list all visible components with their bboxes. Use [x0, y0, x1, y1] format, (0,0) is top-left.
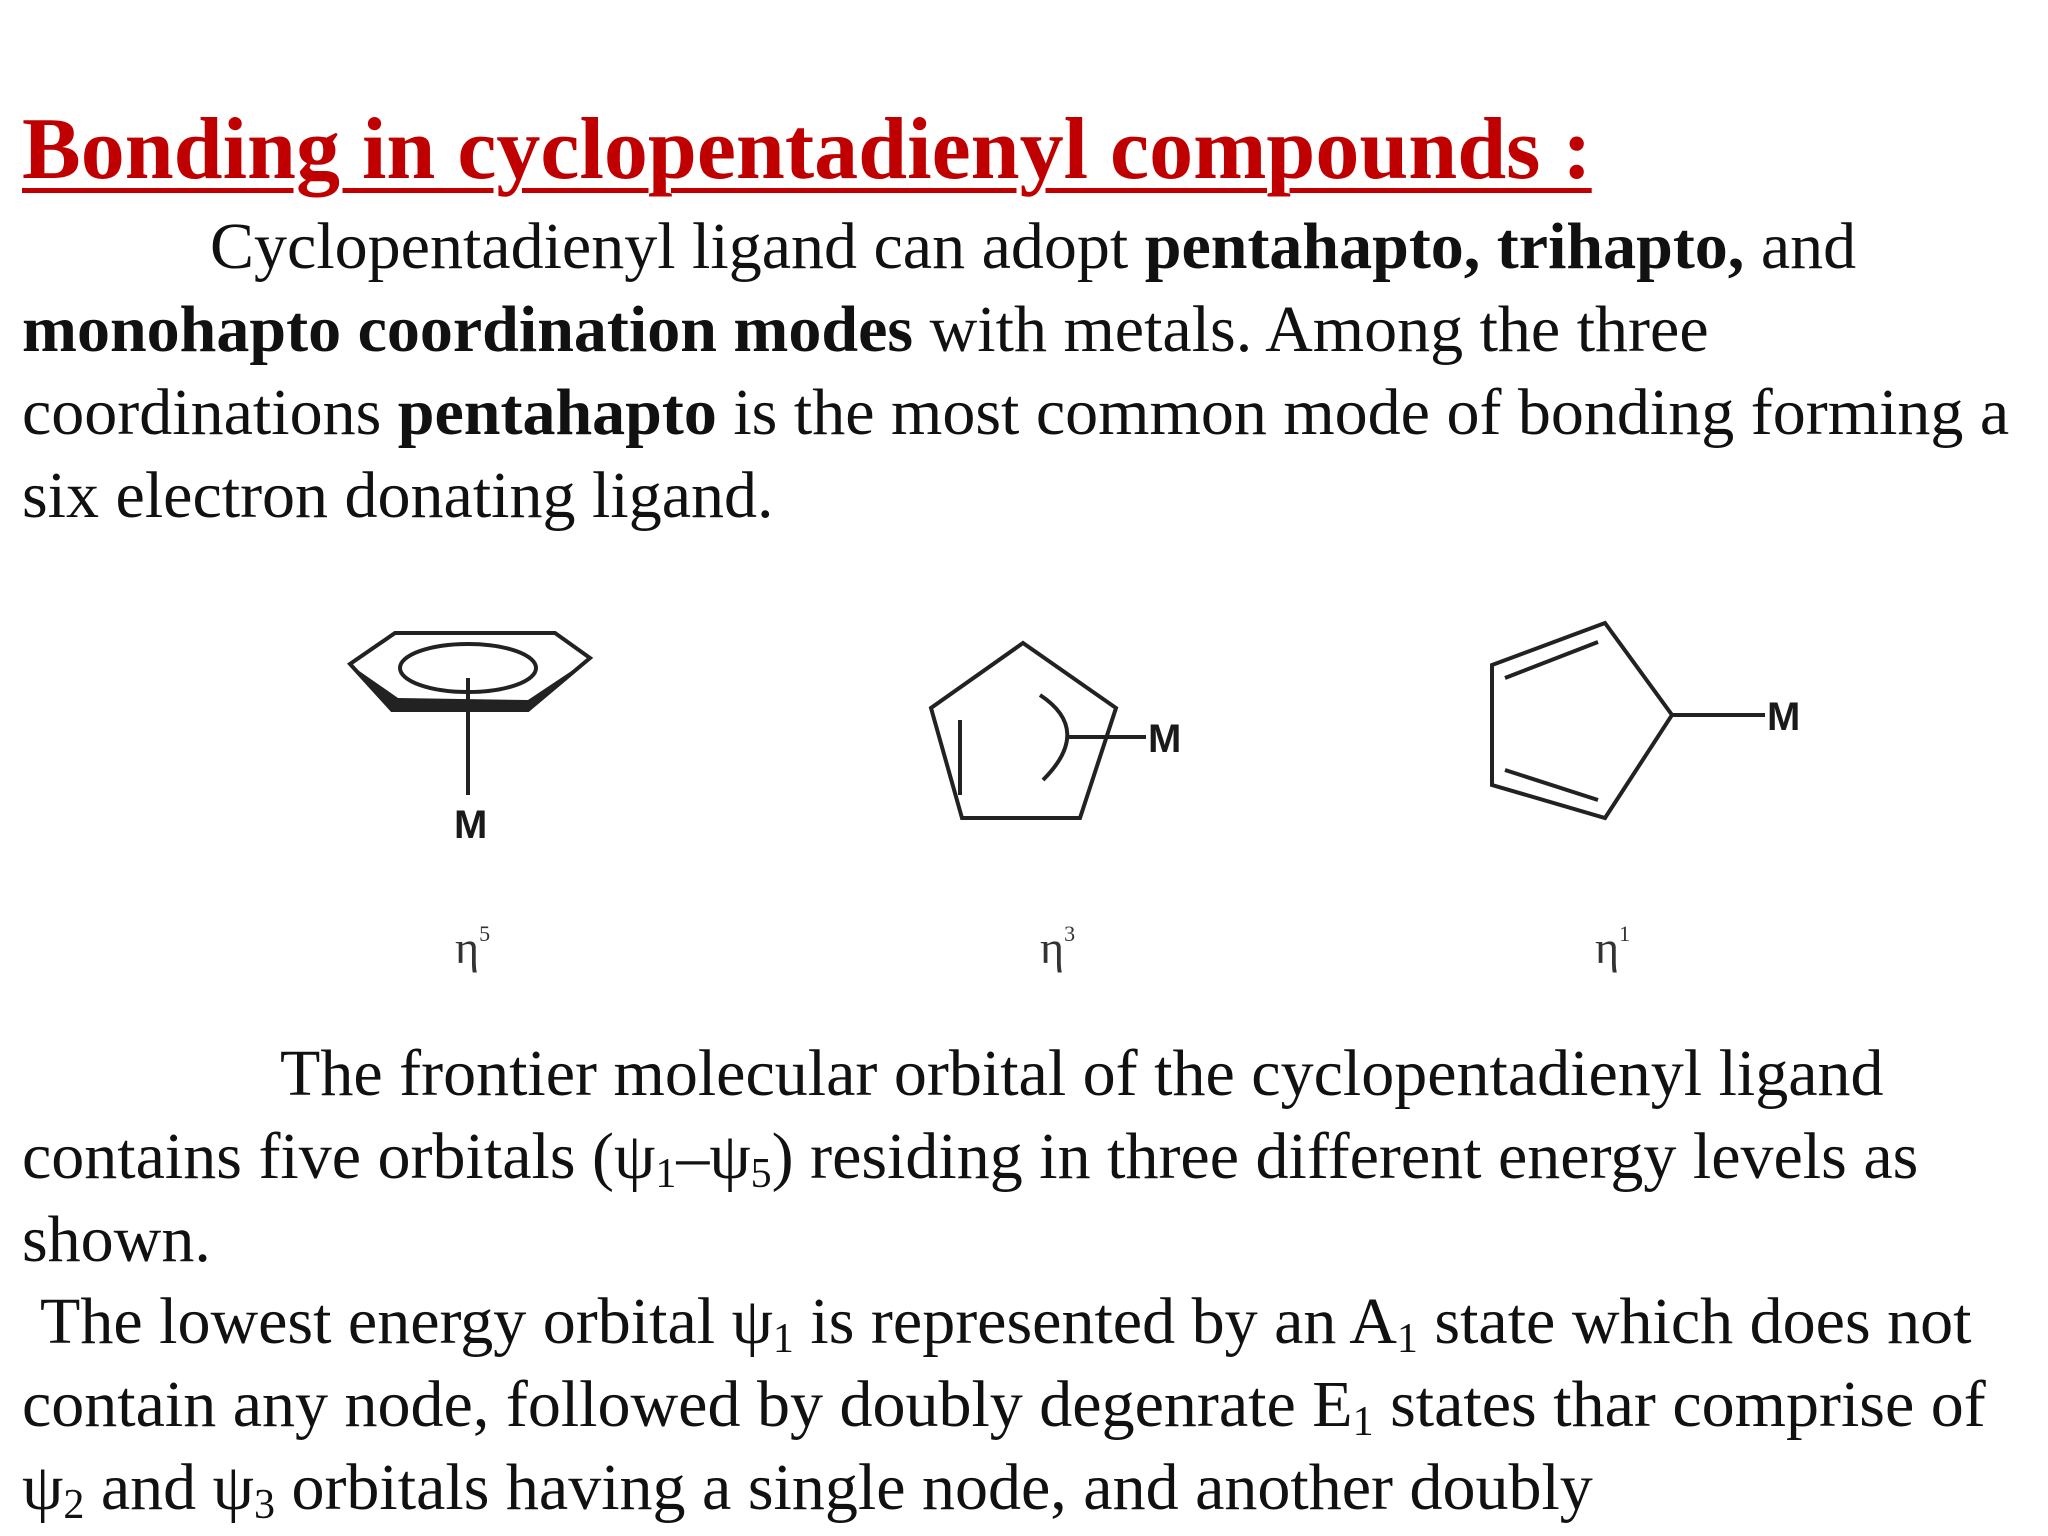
subscript: 3 — [253, 1482, 275, 1529]
text-run: and ψ — [84, 1451, 254, 1524]
eta1-label — [1595, 918, 1630, 978]
eta1-metal-label: M — [1767, 695, 1801, 739]
text-run: is represented by an A — [793, 1285, 1397, 1358]
eta5-superscript: 5 — [479, 921, 491, 946]
bold-term-pentahapto-trihapto: pentahapto, trihapto, — [1144, 210, 1745, 283]
eta-symbol: η — [1040, 922, 1065, 973]
subscript: 5 — [750, 1151, 772, 1198]
eta3-label — [1040, 918, 1075, 978]
eta1-double-bond-top — [1505, 642, 1598, 678]
eta3-metal-label: M — [1148, 717, 1182, 761]
text-run: –ψ — [676, 1120, 751, 1193]
text-run: The frontier molecular orbital of the cyclopentadienyl ligand contains five orbitals (ψ — [22, 1037, 1884, 1193]
eta3-structure — [928, 640, 1228, 840]
text-run: orbitals having a single node, and another doubly — [274, 1451, 1593, 1524]
text-run: is the most common mode of bonding forming a six electron donating ligand. — [22, 376, 2010, 532]
text-run: ) residing in three different energy levels as shown. — [22, 1120, 1919, 1276]
frontier-orbital-paragraph — [22, 1032, 2042, 1281]
eta5-structure — [350, 630, 610, 850]
subscript: 1 — [655, 1151, 677, 1198]
subscript: 1 — [1352, 1399, 1374, 1446]
subscript: 1 — [772, 1316, 794, 1363]
text-run: Cyclopentadienyl ligand can adopt — [210, 210, 1145, 283]
eta1-structure — [1480, 620, 1810, 840]
text-run: The lowest energy orbital ψ — [40, 1285, 773, 1358]
page-title: Bonding in cyclopentadienyl compounds : — [22, 101, 1592, 198]
text-run: states thar comprise of ψ — [22, 1368, 1986, 1524]
eta1-ring — [1492, 623, 1672, 818]
text-run: state which does not contain any node, followed by doubly degenrate E — [22, 1285, 1972, 1441]
subscript: 1 — [1396, 1316, 1418, 1363]
eta1-superscript: 1 — [1619, 921, 1631, 946]
eta3-allyl-arc — [1040, 695, 1067, 780]
subscript: 2 — [63, 1482, 85, 1529]
eta5-metal-label: M — [454, 803, 488, 847]
bold-term-monohapto: monohapto coordination modes — [22, 293, 914, 366]
eta5-label — [455, 918, 490, 978]
lowest-orbital-paragraph — [22, 1280, 2042, 1529]
text-run: with metals. Among the three coordinations — [22, 293, 1709, 449]
eta3-superscript: 3 — [1064, 921, 1076, 946]
eta-symbol: η — [1595, 922, 1620, 973]
text-run: and — [1744, 210, 1857, 283]
intro-paragraph — [22, 205, 2042, 537]
eta-symbol: η — [455, 922, 480, 973]
bold-term-pentahapto: pentahapto — [397, 376, 717, 449]
eta1-double-bond-bottom — [1505, 770, 1598, 800]
